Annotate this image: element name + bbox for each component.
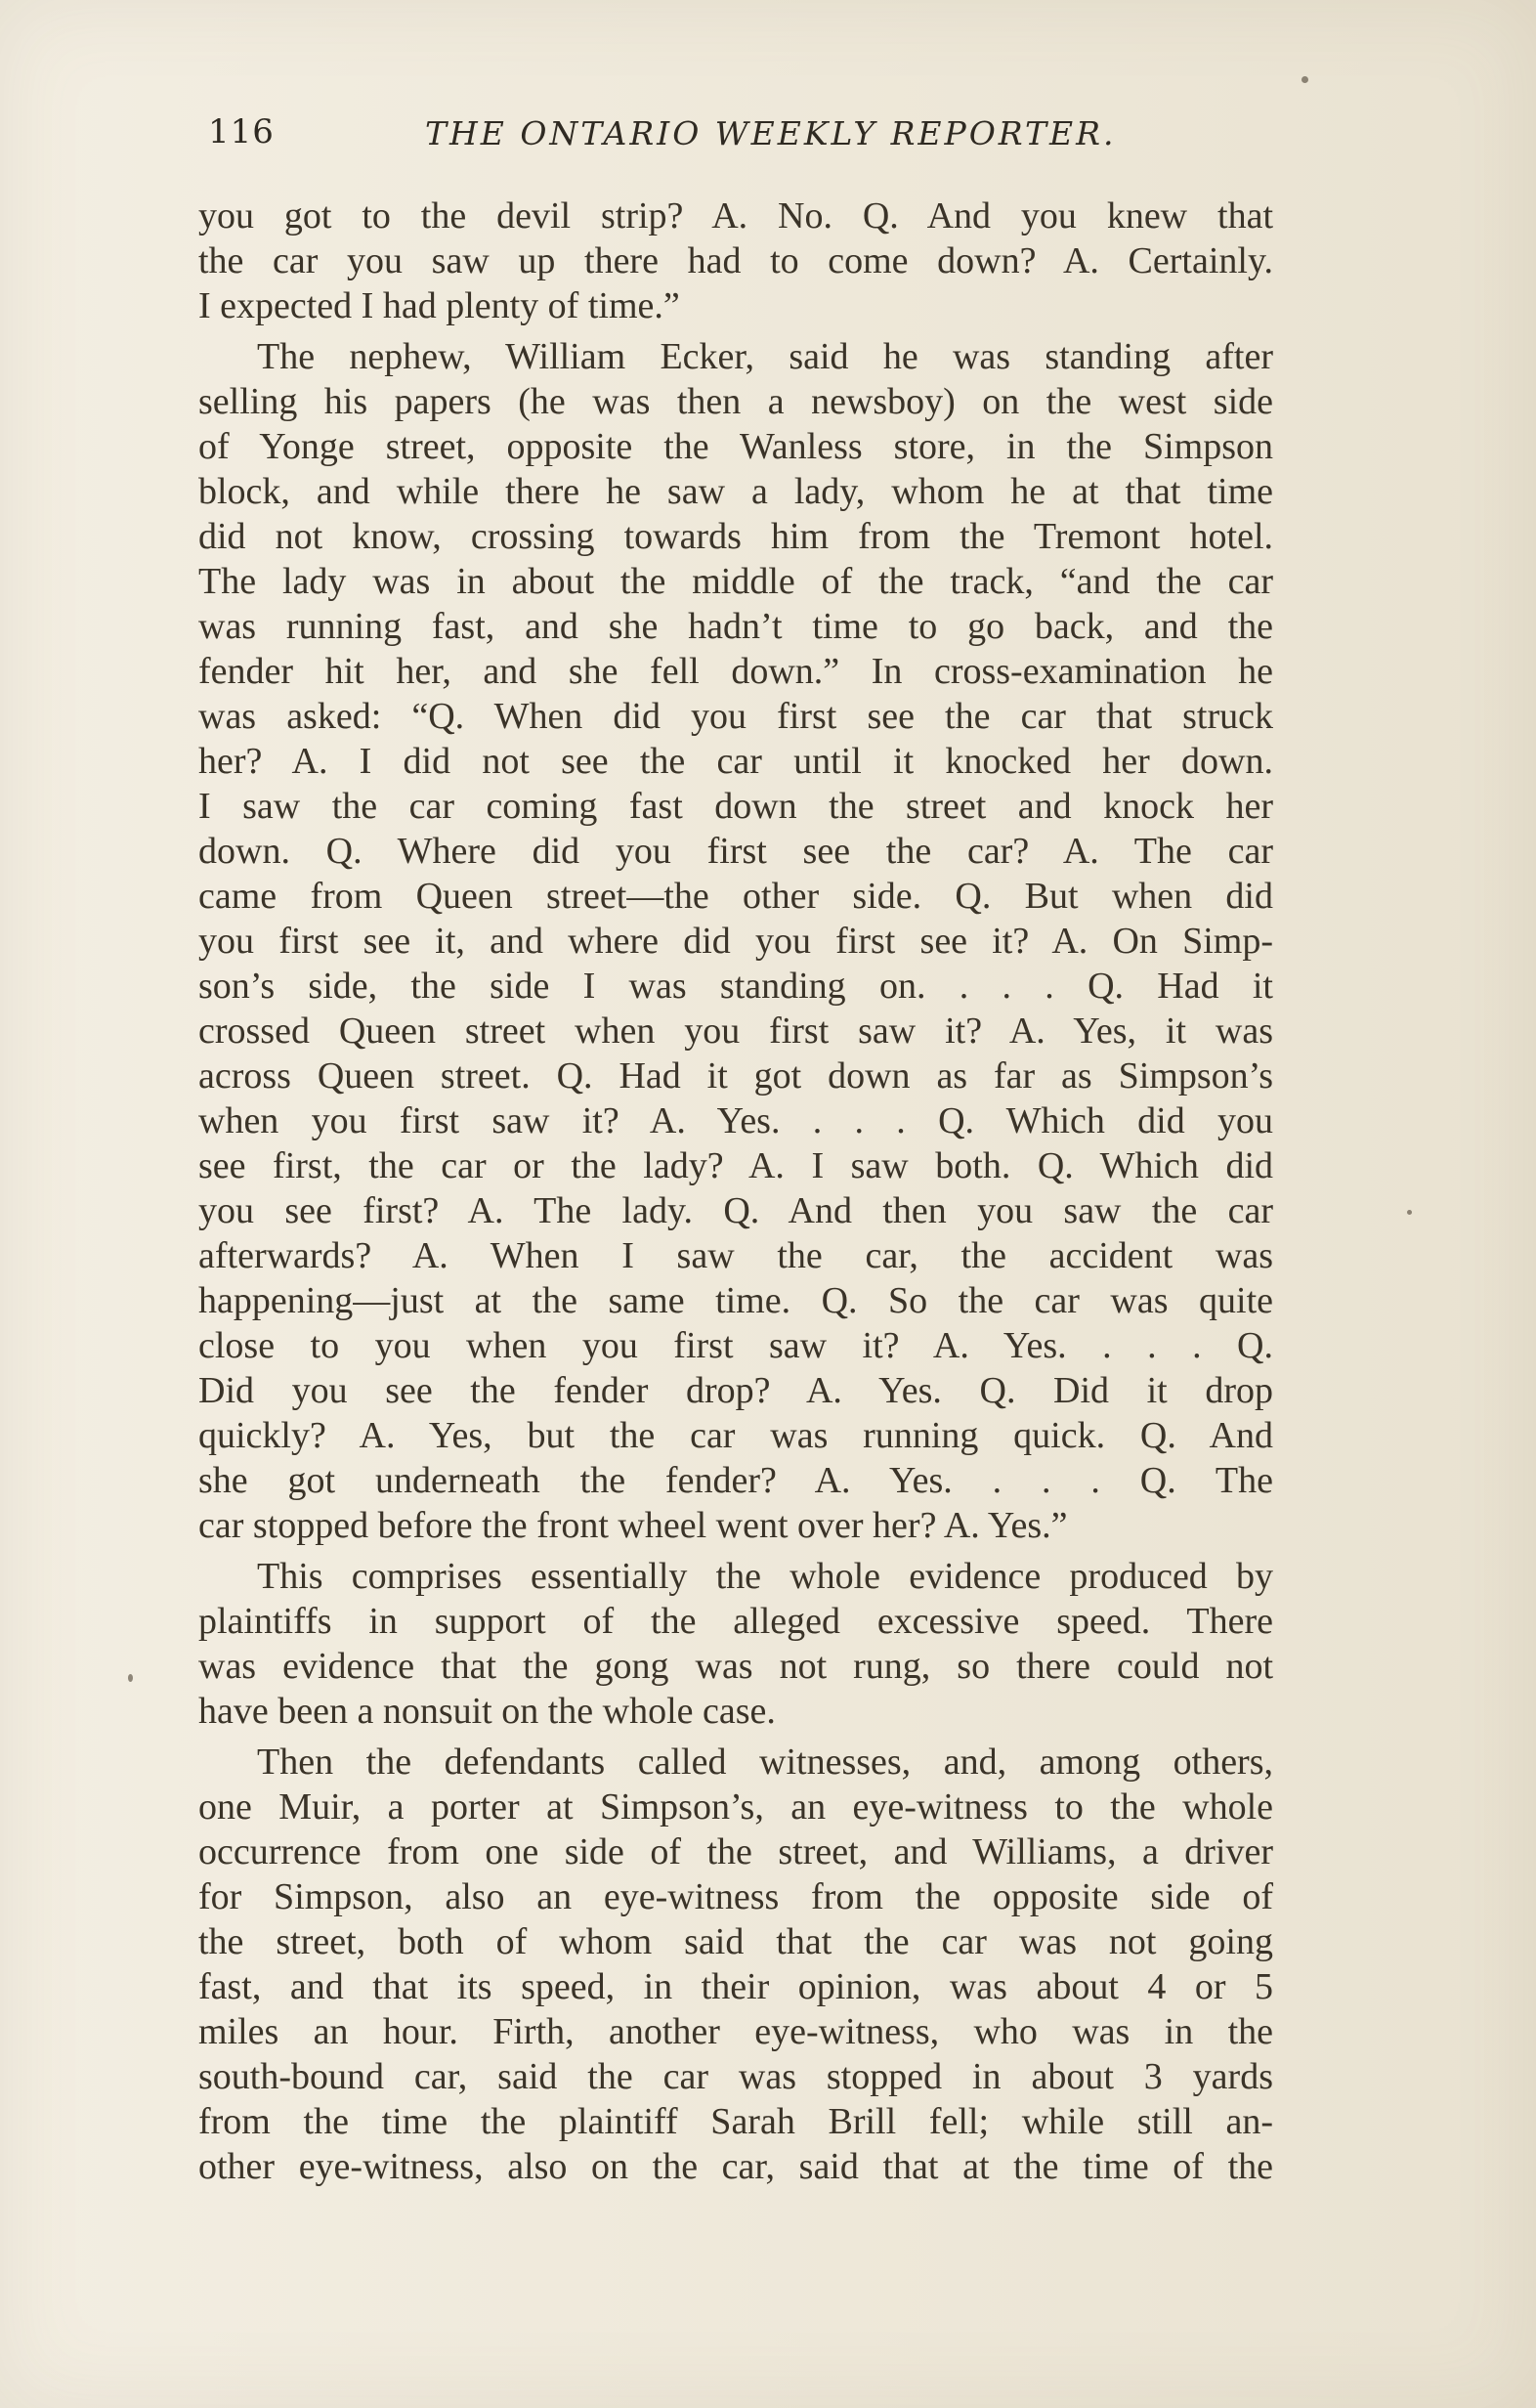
text-line: was asked: “Q. When did you first see the car that struck [198, 696, 1273, 737]
text-line: selling his papers (he was then a newsboy) on the west side [198, 381, 1273, 422]
text-line: she got underneath the fender? A. Yes. . . . Q. The [198, 1460, 1273, 1501]
text-line: see first, the car or the lady? A. I saw both. Q. Which did [198, 1145, 1273, 1186]
ink-speck [128, 1674, 133, 1682]
text-line: from the time the plaintiff Sarah Brill fell; while still an- [198, 2101, 1273, 2142]
text-line: the car you saw up there had to come down? A. Certainly. [198, 240, 1273, 281]
text-line: one Muir, a porter at Simpson’s, an eye-witness to the whole [198, 1786, 1273, 1828]
text-line: fender hit her, and she fell down.” In cross-examination he [198, 651, 1273, 692]
text-line: car stopped before the front wheel went over her? A. Yes.” [198, 1505, 1068, 1546]
text-line: down. Q. Where did you first see the car? A. The car [198, 831, 1273, 872]
body-text [198, 194, 1273, 2189]
text-line: occurrence from one side of the street, and Williams, a driver [198, 1831, 1273, 1872]
running-head: THE ONTARIO WEEKLY REPORTER. [425, 114, 1117, 152]
text-line: I saw the car coming fast down the street and knock her [198, 786, 1273, 827]
text-line: Then the defendants called witnesses, and, among others, [257, 1742, 1273, 1783]
page-number: 116 [208, 112, 275, 151]
paragraph-nephew-testimony [198, 334, 1273, 1548]
text-line: other eye-witness, also on the car, said that at the time of the [198, 2146, 1273, 2187]
text-line: miles an hour. Firth, another eye-witness, who was in the [198, 2011, 1273, 2052]
text-line: south-bound car, said the car was stopped in about 3 yards [198, 2056, 1273, 2097]
text-line: block, and while there he saw a lady, whom he at that time [198, 471, 1273, 512]
paragraph-continuation [198, 194, 1273, 328]
text-line: came from Queen street—the other side. Q. But when did [198, 876, 1273, 917]
text-line: close to you when you first saw it? A. Yes. . . . Q. [198, 1325, 1273, 1366]
ink-speck [1301, 76, 1308, 83]
text-line: was running fast, and she hadn’t time to go back, and the [198, 606, 1273, 647]
text-line: Did you see the fender drop? A. Yes. Q. Did it drop [198, 1370, 1273, 1411]
text-line: across Queen street. Q. Had it got down as far as Simpson’s [198, 1055, 1273, 1096]
text-line: you first see it, and where did you first see it? A. On Simp- [198, 921, 1273, 962]
text-line: crossed Queen street when you first saw it? A. Yes, it was [198, 1010, 1273, 1052]
text-line: was evidence that the gong was not rung, so there could not [198, 1646, 1273, 1687]
text-line: when you first saw it? A. Yes. . . . Q. Which did you [198, 1100, 1273, 1141]
text-line: have been a nonsuit on the whole case. [198, 1691, 776, 1732]
text-line: The lady was in about the middle of the track, “and the car [198, 561, 1273, 602]
text-line: This comprises essentially the whole evidence produced by [257, 1556, 1273, 1597]
page-header [208, 112, 1117, 171]
text-line: quickly? A. Yes, but the car was running quick. Q. And [198, 1415, 1273, 1456]
ink-speck [1407, 1210, 1412, 1215]
text-line: son’s side, the side I was standing on. . . . Q. Had it [198, 966, 1273, 1007]
text-line: plaintiffs in support of the alleged excessive speed. There [198, 1601, 1273, 1642]
text-line: afterwards? A. When I saw the car, the accident was [198, 1235, 1273, 1276]
text-line: I expected I had plenty of time.” [198, 285, 680, 326]
paragraph-evidence-summary [198, 1554, 1273, 1734]
text-line: The nephew, William Ecker, said he was standing after [257, 336, 1273, 377]
text-line: her? A. I did not see the car until it knocked her down. [198, 741, 1273, 782]
text-line: the street, both of whom said that the car was not going [198, 1921, 1273, 1962]
text-line: you see first? A. The lady. Q. And then you saw the car [198, 1190, 1273, 1231]
text-line: fast, and that its speed, in their opinion, was about 4 or 5 [198, 1966, 1273, 2007]
paragraph-defendants-witnesses [198, 1740, 1273, 2189]
text-line: happening—just at the same time. Q. So the car was quite [198, 1280, 1273, 1321]
text-line: you got to the devil strip? A. No. Q. And you knew that [198, 195, 1273, 236]
text-line: of Yonge street, opposite the Wanless store, in the Simpson [198, 426, 1273, 467]
text-line: did not know, crossing towards him from the Tremont hotel. [198, 516, 1273, 557]
text-line: for Simpson, also an eye-witness from the opposite side of [198, 1876, 1273, 1917]
